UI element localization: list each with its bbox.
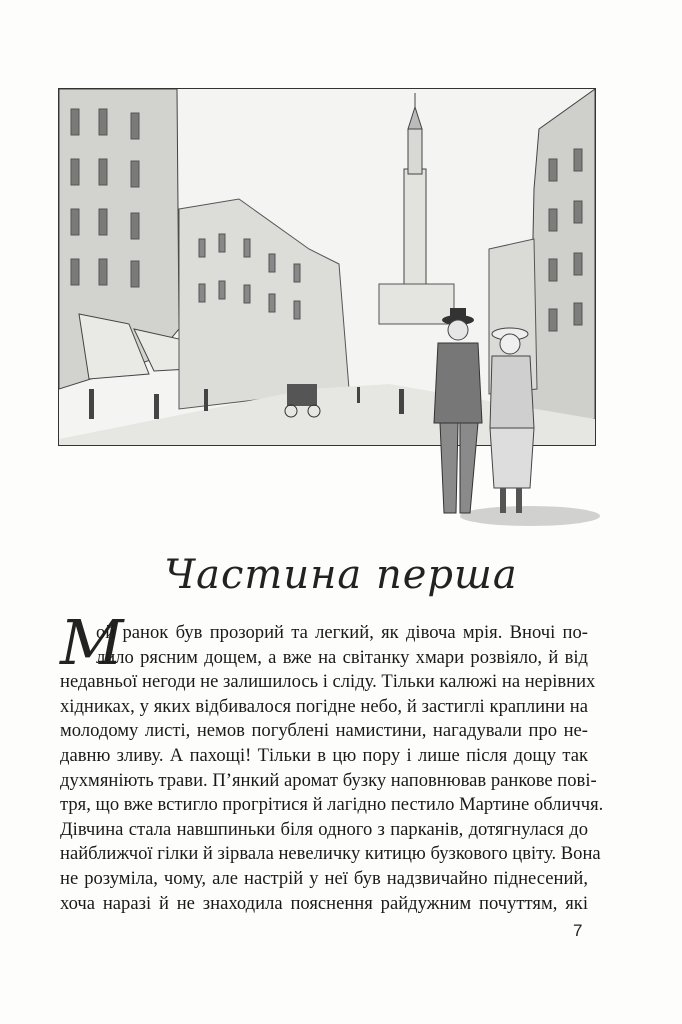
text-line: молодому листі, немов погублені намистини, нагадували про не- — [60, 720, 588, 742]
text-line: ой ранок був прозорий та легкий, як дівоча мрія. Вночі по- — [96, 622, 588, 643]
text-line: духмяніють трави. П’янкий аромат бузку наповнював ранкове пові- — [60, 769, 597, 791]
couple-figures — [410, 308, 600, 533]
text-line: тря, що вже встигло прогрітися й лагідно пестило Мартине обличчя. — [60, 794, 604, 816]
text-line: лило рясним дощем, а вже на світанку хмари розвіяло, й від — [96, 646, 588, 668]
street-scene-illustration — [58, 88, 596, 538]
text-line: хоча наразі й не знаходила пояснення райдужним почуттям, які — [60, 892, 588, 914]
drop-cap: М — [60, 606, 124, 679]
text-line: Дівчина стала навшпиньки біля одного з парканів, дотягнулася до — [60, 818, 588, 840]
text-line: найближчої гілки й зірвала невеличку китицю бузкового цвіту. Вона — [60, 843, 601, 865]
text-line: недавньої негоди не залишилось і сліду. Тільки калюжі на нерівних — [60, 671, 596, 693]
body-text — [60, 621, 604, 916]
chapter-title: Частина перша — [164, 552, 518, 598]
page-number: 7 — [573, 921, 583, 940]
text-line: давню зливу. А пахощі! Тільки в цю пору і лише після дощу так — [60, 744, 588, 766]
text-line: не розуміла, чому, але настрій у неї був надзвичайно піднесений, — [60, 867, 588, 889]
text-line: хідниках, у яких відбивалося погідне небо, й застиглі краплини на — [60, 695, 588, 717]
